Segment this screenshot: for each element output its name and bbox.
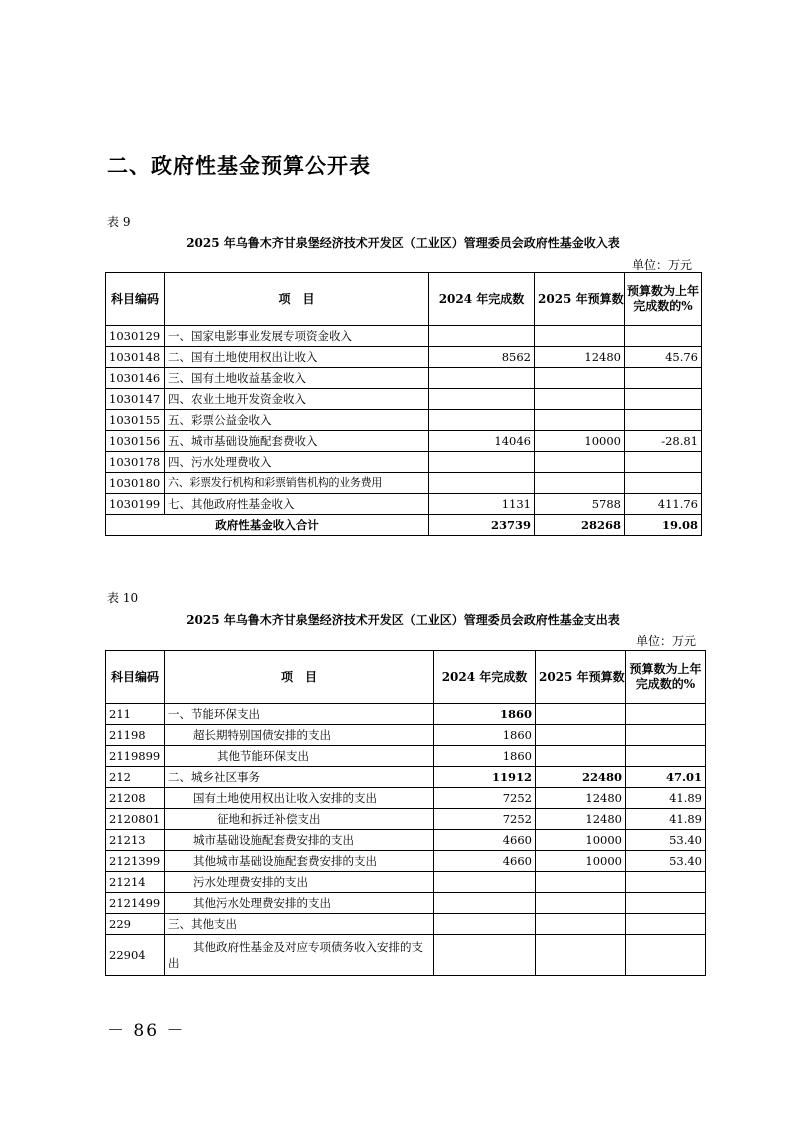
header-2024: 2024 年完成数 [434, 651, 536, 704]
table9-title: 2025 年乌鲁木齐甘泉堡经济技术开发区（工业区）管理委员会政府性基金收入表 [186, 236, 620, 250]
cell-2024: 4660 [434, 830, 536, 851]
cell-2024: 14046 [429, 431, 535, 452]
cell-item: 六、彩票发行机构和彩票销售机构的业务费用 [165, 473, 429, 494]
cell-2024 [434, 935, 536, 976]
cell-item: 国有土地使用权出让收入安排的支出 [165, 788, 434, 809]
table-row [106, 431, 702, 452]
cell-code: 1030199 [106, 494, 165, 515]
cell-code: 1030148 [106, 347, 165, 368]
header-code: 科目编码 [106, 273, 165, 326]
cell-ratio [626, 704, 706, 725]
header-2025: 2025 年预算数 [535, 273, 625, 326]
total-row [106, 515, 702, 536]
cell-ratio: 45.76 [625, 347, 702, 368]
cell-2025 [536, 746, 626, 767]
cell-2025 [536, 935, 626, 976]
cell-ratio [626, 914, 706, 935]
expenditure-table [105, 650, 706, 976]
cell-code: 2120801 [106, 809, 165, 830]
cell-2024 [429, 452, 535, 473]
cell-2025: 10000 [535, 431, 625, 452]
cell-code: 1030147 [106, 389, 165, 410]
cell-2024 [434, 893, 536, 914]
cell-item: 三、国有土地收益基金收入 [165, 368, 429, 389]
cell-ratio [626, 746, 706, 767]
cell-item: 七、其他政府性基金收入 [165, 494, 429, 515]
table-row [106, 326, 702, 347]
cell-ratio [625, 473, 702, 494]
table-row [106, 809, 706, 830]
cell-ratio: -28.81 [625, 431, 702, 452]
cell-code: 1030146 [106, 368, 165, 389]
table-row [106, 788, 706, 809]
cell-ratio: 41.89 [626, 809, 706, 830]
cell-item: 三、其他支出 [165, 914, 434, 935]
header-item: 项 目 [165, 273, 429, 326]
cell-2025: 12480 [536, 788, 626, 809]
table-row [106, 494, 702, 515]
cell-ratio [625, 452, 702, 473]
cell-2024 [429, 368, 535, 389]
cell-2024: 8562 [429, 347, 535, 368]
cell-item: 其他污水处理费安排的支出 [165, 893, 434, 914]
cell-ratio: 53.40 [626, 851, 706, 872]
cell-2025: 12480 [536, 809, 626, 830]
cell-item: 一、国家电影事业发展专项资金收入 [165, 326, 429, 347]
cell-item: 二、国有土地使用权出让收入 [165, 347, 429, 368]
cell-item: 一、节能环保支出 [165, 704, 434, 725]
cell-2025 [535, 452, 625, 473]
cell-2024 [434, 914, 536, 935]
cell-2025: 10000 [536, 830, 626, 851]
cell-item: 超长期特别国债安排的支出 [165, 725, 434, 746]
cell-code: 2119899 [106, 746, 165, 767]
cell-ratio [626, 872, 706, 893]
header-code: 科目编码 [106, 651, 165, 704]
header-ratio: 预算数为上年完成数的% [625, 273, 702, 326]
table-header-row [106, 651, 706, 704]
header-2025: 2025 年预算数 [536, 651, 626, 704]
total-ratio: 19.08 [625, 515, 702, 536]
cell-ratio: 47.01 [626, 767, 706, 788]
cell-code: 21213 [106, 830, 165, 851]
table-row [106, 872, 706, 893]
cell-ratio [626, 935, 706, 976]
cell-code: 229 [106, 914, 165, 935]
table10-title: 2025 年乌鲁木齐甘泉堡经济技术开发区（工业区）管理委员会政府性基金支出表 [186, 613, 620, 627]
section-title: 二、政府性基金预算公开表 [107, 154, 371, 178]
cell-2024 [429, 389, 535, 410]
cell-code: 212 [106, 767, 165, 788]
cell-item: 二、城乡社区事务 [165, 767, 434, 788]
cell-item: 征地和拆迁补偿支出 [165, 809, 434, 830]
table9-unit: 单位：万元 [632, 258, 693, 272]
cell-2025 [535, 389, 625, 410]
cell-2025: 5788 [535, 494, 625, 515]
cell-2024: 7252 [434, 788, 536, 809]
cell-2024: 11912 [434, 767, 536, 788]
cell-2024 [429, 326, 535, 347]
table-row [106, 830, 706, 851]
cell-item: 四、农业土地开发资金收入 [165, 389, 429, 410]
total-2024: 23739 [429, 515, 535, 536]
cell-item: 其他节能环保支出 [165, 746, 434, 767]
header-item: 项 目 [165, 651, 434, 704]
cell-2024 [429, 473, 535, 494]
cell-2024: 1860 [434, 746, 536, 767]
cell-2025 [536, 893, 626, 914]
table10-label: 表 10 [107, 591, 139, 605]
cell-2025 [535, 368, 625, 389]
table-row [106, 893, 706, 914]
page-number: － 86 － [107, 1021, 186, 1041]
cell-2025 [535, 326, 625, 347]
table-row [106, 746, 706, 767]
cell-2024: 4660 [434, 851, 536, 872]
cell-code: 22904 [106, 935, 165, 976]
cell-code: 21198 [106, 725, 165, 746]
cell-item: 其他城市基础设施配套费安排的支出 [165, 851, 434, 872]
revenue-table [105, 272, 702, 536]
cell-2024 [429, 410, 535, 431]
table-row [106, 704, 706, 725]
header-2024: 2024 年完成数 [429, 273, 535, 326]
table-row [106, 452, 702, 473]
cell-2024: 7252 [434, 809, 536, 830]
table-row [106, 851, 706, 872]
cell-ratio: 41.89 [626, 788, 706, 809]
table9-label: 表 9 [107, 215, 131, 229]
cell-ratio [626, 725, 706, 746]
cell-item: 五、城市基础设施配套费收入 [165, 431, 429, 452]
cell-2024: 1131 [429, 494, 535, 515]
cell-item: 其他政府性基金及对应专项债务收入安排的支出 [165, 935, 434, 976]
cell-2025 [536, 914, 626, 935]
table-row [106, 410, 702, 431]
cell-ratio [625, 389, 702, 410]
table-row [106, 473, 702, 494]
cell-ratio [625, 410, 702, 431]
table-row [106, 725, 706, 746]
cell-2025 [536, 725, 626, 746]
cell-2025 [536, 704, 626, 725]
cell-2025 [535, 410, 625, 431]
cell-2025 [535, 473, 625, 494]
cell-code: 1030156 [106, 431, 165, 452]
cell-item: 城市基础设施配套费安排的支出 [165, 830, 434, 851]
table10-unit: 单位：万元 [636, 634, 697, 648]
total-label: 政府性基金收入合计 [106, 515, 429, 536]
cell-item: 四、污水处理费收入 [165, 452, 429, 473]
table-row [106, 347, 702, 368]
cell-ratio [626, 893, 706, 914]
total-2025: 28268 [535, 515, 625, 536]
table-row [106, 767, 706, 788]
table-row [106, 914, 706, 935]
cell-2024: 1860 [434, 725, 536, 746]
cell-code: 1030155 [106, 410, 165, 431]
cell-code: 211 [106, 704, 165, 725]
cell-ratio [625, 326, 702, 347]
cell-2025 [536, 872, 626, 893]
table-row [106, 389, 702, 410]
cell-code: 21214 [106, 872, 165, 893]
cell-2024: 1860 [434, 704, 536, 725]
cell-code: 2121399 [106, 851, 165, 872]
cell-2025: 12480 [535, 347, 625, 368]
table-header-row [106, 273, 702, 326]
cell-ratio: 411.76 [625, 494, 702, 515]
cell-ratio [625, 368, 702, 389]
cell-item: 五、彩票公益金收入 [165, 410, 429, 431]
table-row [106, 368, 702, 389]
cell-ratio: 53.40 [626, 830, 706, 851]
cell-code: 2121499 [106, 893, 165, 914]
cell-2024 [434, 872, 536, 893]
cell-code: 1030180 [106, 473, 165, 494]
header-ratio: 预算数为上年完成数的% [626, 651, 706, 704]
table-row [106, 935, 706, 976]
cell-code: 1030178 [106, 452, 165, 473]
cell-code: 21208 [106, 788, 165, 809]
cell-2025: 10000 [536, 851, 626, 872]
cell-code: 1030129 [106, 326, 165, 347]
cell-2025: 22480 [536, 767, 626, 788]
cell-item: 污水处理费安排的支出 [165, 872, 434, 893]
